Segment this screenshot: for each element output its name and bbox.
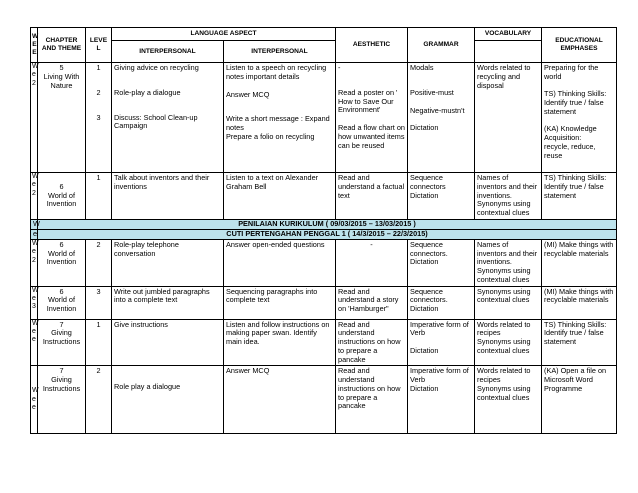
grammar-text: Positive-must [410,87,454,97]
activity-text: Listen to a speech on recycling notes important details [226,63,327,81]
emphases-cell: Preparing for the world TS) Thinking Skills: Identify true / false statement (KA) Knowledge Acquisition: recycle, reduce, reuse [542,63,617,173]
interpersonal-cell-a: Role-play telephone conversation [112,239,224,286]
week-cell: e [31,229,38,239]
interpersonal-cell-a [112,366,224,434]
aesthetic-cell: Read and understand instructions on how to prepare a pancake [336,366,408,434]
activity-text: Role play a dialogue [114,382,181,392]
level-cell: 2 [86,366,112,434]
level-cell [86,63,112,173]
interpersonal-cell-b: Sequencing paragraphs into complete text [224,286,336,319]
grammar-cell [408,319,475,366]
header-row-2 [31,41,617,63]
level-cell: 3 [86,286,112,319]
chapter-cell: 6 World of Invention [38,173,86,220]
chapter-cell: 6 World of Invention [38,286,86,319]
week-cell: W [31,219,38,229]
level-value: 2 [96,87,101,97]
chapter-theme-header: CHAPTER AND THEME [38,28,86,63]
vocabulary-cell: Words related to recycling and disposal [475,63,542,173]
educational-emphases-header: EDUCATIONAL EMPHASES [542,28,617,63]
week-cell: W e e [31,366,38,434]
vocabulary-cell: Synonyms using contextual clues [475,286,542,319]
grammar-cell: Sequence connectors. Dictation [408,239,475,286]
grammar-text: Dictation [410,346,439,355]
table-row [31,173,617,220]
grammar-cell: Imperative form of Verb Dictation [408,366,475,434]
chapter-cell: 5 Living With Nature [38,63,86,173]
header-row-1 [31,28,617,41]
emphases-cell: TS) Thinking Skills: Identify true / false statement [542,173,617,220]
activity-text: Write a short message : Expand notes Prepare a folio on recycling [226,114,330,141]
week-cell: W e 2 [31,173,38,220]
aesthetic-header: AESTHETIC [336,28,408,63]
chapter-cell: 7 Giving Instructions [38,319,86,366]
level-cell: 1 [86,319,112,366]
aesthetic-text: Read a flow chart on how unwanted items can be reused [338,123,405,150]
vocabulary-cell: Words related to recipes Synonyms using contextual clues [475,319,542,366]
aesthetic-cell: Read and understand instructions on how to prepare a pancake [336,319,408,366]
activity-text: Discuss: School Clean-up Campaign [114,112,198,131]
chapter-cell: 7 Giving Instructions [38,366,86,434]
grammar-text: Imperative form of Verb [410,319,469,338]
table-row [31,239,617,286]
aesthetic-text: - [338,63,341,72]
interpersonal-cell-b: Listen and follow instructions on making paper swan. Identify main idea. [224,319,336,366]
week-cell: W e 2 [31,63,38,173]
assessment-band-text: PENILAIAN KURIKULUM ( 09/03/2015 – 13/03/2015 ) [38,219,617,229]
aesthetic-cell [336,63,408,173]
grammar-cell: Sequence connectors. Dictation [408,286,475,319]
emphases-cell: (MI) Make things with recyclable materials [542,286,617,319]
level-header: LEVEL [86,28,112,63]
table-row [31,319,617,366]
aesthetic-text: Read a poster on ' How to Save Our Environment' [338,87,398,115]
week-header: W E E [31,28,38,63]
vocabulary-header: VOCABULARY [475,28,542,41]
holiday-band-text: CUTI PERTENGAHAN PENGGAL 1 ( 14/3/2015 – 22/3/2015) [38,229,617,239]
week-cell: W e 3 [31,286,38,319]
activity-text: Answer MCQ [226,89,270,99]
interpersonal-cell-a: Talk about inventors and their inventions [112,173,224,220]
interpersonal-header-1: INTERPERSONAL [112,41,224,63]
activity-text: Role-play a dialogue [114,87,181,97]
level-value: 1 [96,63,101,72]
week-cell: W e e [31,319,38,366]
aesthetic-cell: Read and understand a story on 'Hamburger" [336,286,408,319]
week-cell: W e 2 [31,239,38,286]
interpersonal-cell-b: Answer open-ended questions [224,239,336,286]
activity-text: Giving advice on recycling [114,63,199,72]
grammar-text: Negative-mustn't [410,105,465,115]
vocabulary-header-blank [475,41,542,63]
table-row [31,286,617,319]
level-value: 3 [96,112,101,122]
interpersonal-cell-a: Give instructions [112,319,224,366]
level-cell: 1 [86,173,112,220]
language-aspect-header: LANGUAGE ASPECT [112,28,336,41]
grammar-text: Dictation [410,123,439,133]
vocabulary-cell: Names of inventors and their inventions. Synonyms using contextual clues [475,173,542,220]
holiday-band [31,229,617,239]
interpersonal-header-2: INTERPERSONAL [224,41,336,63]
grammar-cell: Sequence connectors Dictation [408,173,475,220]
emphases-cell: TS) Thinking Skills: Identify true / false statement [542,319,617,366]
level-cell: 2 [86,239,112,286]
interpersonal-cell-b: Listen to a text on Alexander Graham Bell [224,173,336,220]
lesson-plan-table [30,27,617,434]
grammar-cell [408,63,475,173]
chapter-cell: 6 World of Invention [38,239,86,286]
interpersonal-cell-b [224,63,336,173]
interpersonal-cell-a: Write out jumbled paragraphs into a complete text [112,286,224,319]
interpersonal-cell-a [112,63,224,173]
emphases-cell: (KA) Open a file on Microsoft Word Programme [542,366,617,434]
grammar-text: Modals [410,63,434,72]
aesthetic-cell: - [336,239,408,286]
table-row [31,366,617,434]
vocabulary-cell: Words related to recipes Synonyms using contextual clues [475,366,542,434]
assessment-band [31,219,617,229]
aesthetic-cell: Read and understand a factual text [336,173,408,220]
table-row [31,63,617,173]
emphases-cell: (MI) Make things with recyclable materials [542,239,617,286]
vocabulary-cell: Names of inventors and their inventions. Synonyms using contextual clues [475,239,542,286]
interpersonal-cell-b: Answer MCQ [224,366,336,434]
grammar-header: GRAMMAR [408,28,475,63]
